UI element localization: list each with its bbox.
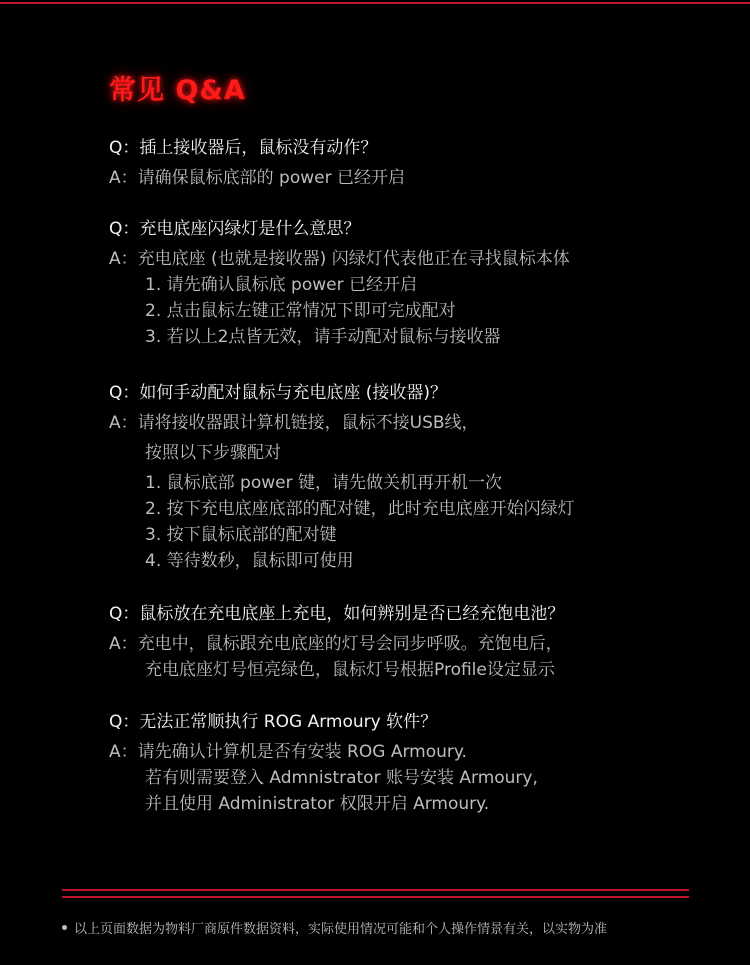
answer-step: 4. 等待数秒，鼠标即可使用 xyxy=(145,551,354,571)
answer-step: 1. 请先确认鼠标底 power 已经开启 xyxy=(145,275,417,295)
question: Q：插上接收器后，鼠标没有动作？ xyxy=(109,138,378,158)
answer-continuation: 充电底座灯号恒亮绿色，鼠标灯号根据Profile设定显示 xyxy=(145,660,555,680)
answer-step: 2. 点击鼠标左键正常情况下即可完成配对 xyxy=(145,301,456,321)
qa-item-1 xyxy=(109,135,709,191)
bottom-divider xyxy=(62,896,689,898)
answer-step: 3. 若以上2点皆无效，请手动配对鼠标与接收器 xyxy=(145,327,501,347)
answer: A：请确保鼠标底部的 power 已经开启 xyxy=(109,168,405,188)
answer-continuation: 并且使用 Administrator 权限开启 Armoury. xyxy=(145,794,490,814)
answer: A：充电中，鼠标跟充电底座的灯号会同步呼吸。充饱电后， xyxy=(109,634,563,654)
page-title: 常见 Q&A xyxy=(109,75,246,106)
answer: A：请先确认计算机是否有安装 ROG Armoury. xyxy=(109,742,467,762)
question: Q：鼠标放在充电底座上充电，如何辨别是否已经充饱电池？ xyxy=(109,604,565,624)
disclaimer xyxy=(62,918,607,937)
question: Q：无法正常顺执行 ROG Armoury 软件？ xyxy=(109,712,438,732)
qa-item-4 xyxy=(109,601,709,683)
answer-continuation: 按照以下步骤配对 xyxy=(145,443,281,463)
top-divider xyxy=(0,2,750,4)
answer: A：充电底座 (也就是接收器) 闪绿灯代表他正在寻找鼠标本体 xyxy=(109,249,570,269)
bottom-divider xyxy=(62,889,689,891)
qa-item-3 xyxy=(109,380,709,574)
answer-step: 3. 按下鼠标底部的配对键 xyxy=(145,525,337,545)
answer: A：请将接收器跟计算机链接，鼠标不接USB线， xyxy=(109,413,479,433)
bullet-icon xyxy=(62,925,67,930)
disclaimer-text: 以上页面数据为物料厂商原件数据资料，实际使用情况可能和个人操作情景有关，以实物为准 xyxy=(74,922,608,937)
answer-step: 2. 按下充电底座底部的配对键，此时充电底座开始闪绿灯 xyxy=(145,499,575,519)
question: Q：如何手动配对鼠标与充电底座 (接收器)？ xyxy=(109,383,448,403)
qa-item-2 xyxy=(109,216,709,350)
question: Q：充电底座闪绿灯是什么意思？ xyxy=(109,219,361,239)
answer-step: 1. 鼠标底部 power 键，请先做关机再开机一次 xyxy=(145,473,502,493)
qa-item-5 xyxy=(109,709,709,817)
answer-continuation: 若有则需要登入 Admnistrator 账号安装 Armoury, xyxy=(145,768,538,788)
